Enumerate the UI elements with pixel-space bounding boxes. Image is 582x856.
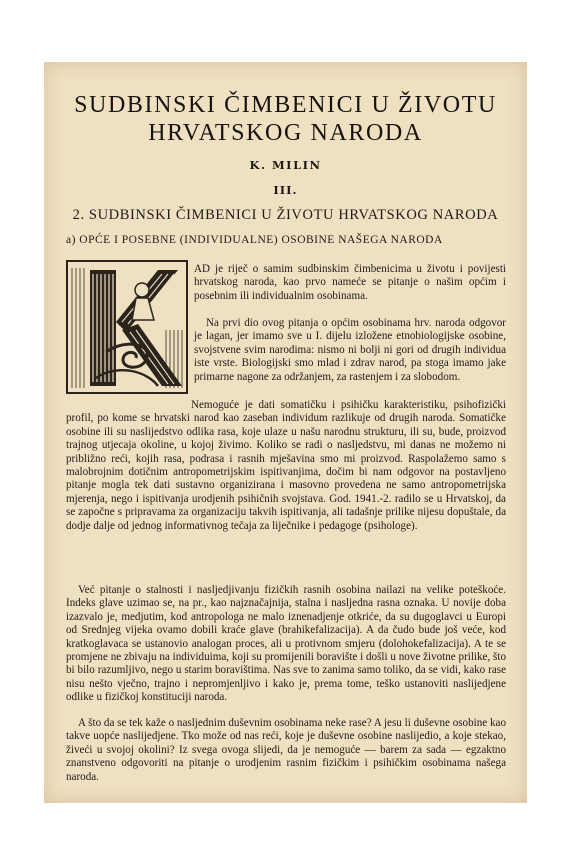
paragraph: Već pitanje o stalnosti i nasljedjivanju fizičkih rasnih osobina nailazi na velike poteškoće. Indeks glave uzimao se, na pr., kao najznačajnija, stalna i nasljedna rasna oznaka. U novije doba izazvalo je, medjutim, kod antropologa ne malo iznenadjenje otkriće, da su dugoglavci u Europi od Srednjeg vijeka ovamo dobili kraće glave (brahikefalizacija). A da čudo bude još veće, kod kratkoglavaca se ustanovio analogan proces, ali u protivnom smjeru (dolohokefalizacija). A te se promjene ne zbivaju na individuima, koji su promijenili boravište i došli u nove životne prilike, što bi bilo razumljivo, nego u starim boravištima. Nas sve to zanima samo toliko, da se vidi, kako rase nisu nešto vječno, trajno i nepromjenljivo i kako je, prema tome, teško ustanoviti naslijedjene odlike u fizičkoj konstituciji naroda. bbox=[66, 584, 506, 704]
subsection-heading: a) OPĆE I POSEBNE (INDIVIDUALNE) OSOBINE NAŠEGA NARODA bbox=[66, 234, 443, 246]
section-heading: 2. SUDBINSKI ČIMBENICI U ŽIVOTU HRVATSKOG NARODA bbox=[72, 207, 499, 223]
article-title-line-2: HRVATSKOG NARODA bbox=[148, 120, 423, 146]
paragraph: Nemoguće je dati somatičku i psihičku karakteristiku, psihofizički profil, po kome se hrvatski narod kao zaseban individum razlikuje od drugih naroda. Somatičke osobine ili su naslijedstvo odlika rasa, koje ulaze u našu narodnu strukturu, ili su, bude, proizvod trajnog utjecaja okoline, u kojoj živimo. Koliko se radi o nasljedstvu, mi danas ne možemo ni približno reći, kojih rasa, podrasa i rasnih mješavina smo mi proizvod. Raspolažemo samo s malobrojnim dotičnim antropometrijskim ispitivanjima, dočim bi nam odgovor na postavljeno pitanje mogla tek dati sustavno organizirana i masovno provedena ne samo antropometrijska mjerenja, nego i ispitivanja urodjenih psihičnih svojstava. God. 1941.-2. radilo se u Hrvatskoj, da se započne s pripravama za organizaciju takvih ispitivanja, ali tadašnje prilike nijesu dopuštale, da dodje dalje od jednog informativnog tečaja za liječnike i pedagoge (psihologe). bbox=[66, 399, 506, 532]
article-title-line-1: SUDBINSKI ČIMBENICI U ŽIVOTU bbox=[74, 92, 497, 118]
drop-cap-initial bbox=[66, 260, 188, 394]
author-name: K. MILIN bbox=[249, 158, 322, 172]
journal-page bbox=[44, 62, 527, 803]
part-number: III. bbox=[273, 183, 298, 197]
ornamental-k-icon bbox=[66, 260, 188, 394]
paragraph: A što da se tek kaže o nasljednim duševnim osobinama neke rase? A jesu li duševne osobine kao takve uopće naslijedjene. Tko može od nas reći, koje je duševne osobine naslijedio, a koje stekao, živeći u svojoj okolini? Iz svega ovoga slijedi, da je nemoguće — barem za sada — egzaktno znanstveno odgovoriti na pitanje o urodjenim rasnim fizičkim i psihičkim osobinama našega naroda. bbox=[66, 717, 506, 783]
paragraph: Na prvi dio ovog pitanja o općim osobinama hrv. naroda odgovor je lagan, jer imamo sve u I. dijelu izložene etnobiologijske osobine, svojstvene svim narodima: nismo ni bolji ni gori od drugih individua iste vrste. Biologijski smo mlad i zdrav narod, pa stoga imamo jake primarne nagone za održanjem, za rastenjem i za slobodom. bbox=[194, 317, 506, 383]
paragraph: AD je riječ o samim sudbinskim čimbenicima u životu i povijesti hrvatskog naroda, kao prvo nameće se pitanje o našim općim i posebnim ili individualnim osobinama. bbox=[194, 263, 506, 302]
